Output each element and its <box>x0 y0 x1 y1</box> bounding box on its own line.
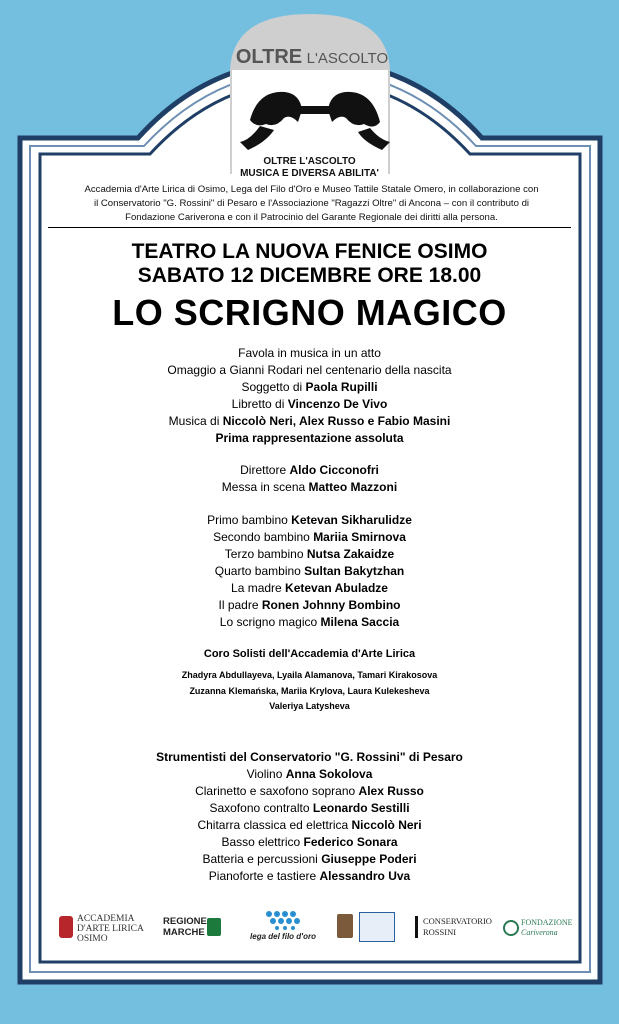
work-info-line: Soggetto di Paola Rupilli <box>241 380 378 394</box>
museo-omero-logo <box>337 912 407 942</box>
intro-paragraph <box>60 183 563 225</box>
instrumentalists-heading: Strumentisti del Conservatorio "G. Rossini" di Pesaro <box>156 750 463 764</box>
sponsor-logos: ACCADEMIA D'ARTE LIRICA OSIMO REGIONE MARCHE lega del filo d'oro CONSERVATORIO ROSSINI FONDAZIONE Cariverona <box>55 910 575 950</box>
chorus-members-line: Valeriya Latysheva <box>269 701 350 711</box>
chorus-members-line: Zhadyra Abdullayeva, Lyaila Alamanova, Tamari Kirakosova <box>181 670 438 680</box>
player-line: Basso elettrico Federico Sonara <box>221 835 398 849</box>
player-line: Clarinetto e saxofono soprano Alex Russo <box>195 784 424 798</box>
date-heading: SABATO 12 DICEMBRE ORE 18.00 <box>137 264 482 287</box>
player-line: Violino Anna Sokolova <box>246 767 373 781</box>
cast-line: Quarto bambino Sultan Bakytzhan <box>214 564 405 578</box>
project-subtitle: MUSICA E DIVERSA ABILITA' <box>240 168 379 179</box>
cast-line: Terzo bambino Nutsa Zakaidze <box>224 547 395 561</box>
logo-sub-text: L'ASCOLTO <box>306 50 389 67</box>
cast-line: Il padre Ronen Johnny Bombino <box>218 598 401 612</box>
museo-badge-icon <box>359 912 395 942</box>
cast-line: Lo scrigno magico Milena Saccia <box>219 615 400 629</box>
work-info-line: Omaggio a Gianni Rodari nel centenario della nascita <box>167 363 452 377</box>
chorus-members <box>60 668 559 715</box>
conservatorio-bar-icon <box>415 916 418 938</box>
cast-line: La madre Ketevan Abuladze <box>231 581 388 595</box>
player-line: Batteria e percussioni Giuseppe Poderi <box>202 852 417 866</box>
logo-wordmark <box>232 46 392 69</box>
intro-line: Accademia d'Arte Lirica di Osimo, Lega del Filo d'Oro e Museo Tattile Statale Omero, in collaborazione con <box>84 184 539 195</box>
cast-line: Secondo bambino Mariia Smirnova <box>213 530 406 544</box>
chorus-members-line: Zuzanna Klemańska, Mariia Krylova, Laura Kulekesheva <box>189 685 430 696</box>
player-line: Saxofono contralto Leonardo Sestilli <box>209 801 410 815</box>
staff-list <box>40 462 579 496</box>
player-line: Chitarra classica ed elettrica Niccolò Neri <box>197 818 422 832</box>
player-line: Pianoforte e tastiere Alessandro Uva <box>208 869 411 883</box>
work-info-line: Musica di Niccolò Neri, Alex Russo e Fabio Masini <box>168 414 451 428</box>
cast-list <box>40 512 579 631</box>
venue-heading: TEATRO LA NUOVA FENICE OSIMO <box>131 240 488 263</box>
intro-line: Fondazione Cariverona e con il Patrocinio del Garante Regionale dei diritti alla persona. <box>125 212 498 223</box>
staff-line: Messa in scena Matteo Mazzoni <box>221 480 398 494</box>
logo-main-text: OLTRE <box>235 46 303 68</box>
lega-filo-oro-logo: lega del filo d'oro <box>243 910 323 942</box>
staff-line: Direttore Aldo Cicconofri <box>240 463 379 477</box>
hands-icon <box>240 80 390 152</box>
work-info-line: Favola in musica in un atto <box>238 346 381 360</box>
museo-statue-icon <box>337 914 353 938</box>
work-info-line: Prima rappresentazione assoluta <box>215 431 404 445</box>
work-info <box>40 345 579 447</box>
work-info-line: Libretto di Vincenzo De Vivo <box>231 397 388 411</box>
intro-line: il Conservatorio "G. Rossini" di Pesaro e l'Associazione "Ragazzi Oltre" di Ancona – con il contributo di <box>93 198 530 209</box>
regione-shield-icon <box>207 918 221 936</box>
project-title: OLTRE L'ASCOLTO <box>263 156 356 167</box>
lega-dots-icon <box>263 910 303 930</box>
fondazione-circle-icon <box>503 920 519 936</box>
chorus-heading: Coro Solisti dell'Accademia d'Arte Lirica <box>203 648 416 660</box>
accademia-mark-icon <box>59 916 73 938</box>
show-title: LO SCRIGNO MAGICO <box>112 292 507 333</box>
divider <box>48 227 571 228</box>
instrumentalists <box>40 749 579 885</box>
regione-marche-logo: REGIONE MARCHE <box>163 916 223 938</box>
cast-line: Primo bambino Ketevan Sikharulidze <box>207 513 412 527</box>
